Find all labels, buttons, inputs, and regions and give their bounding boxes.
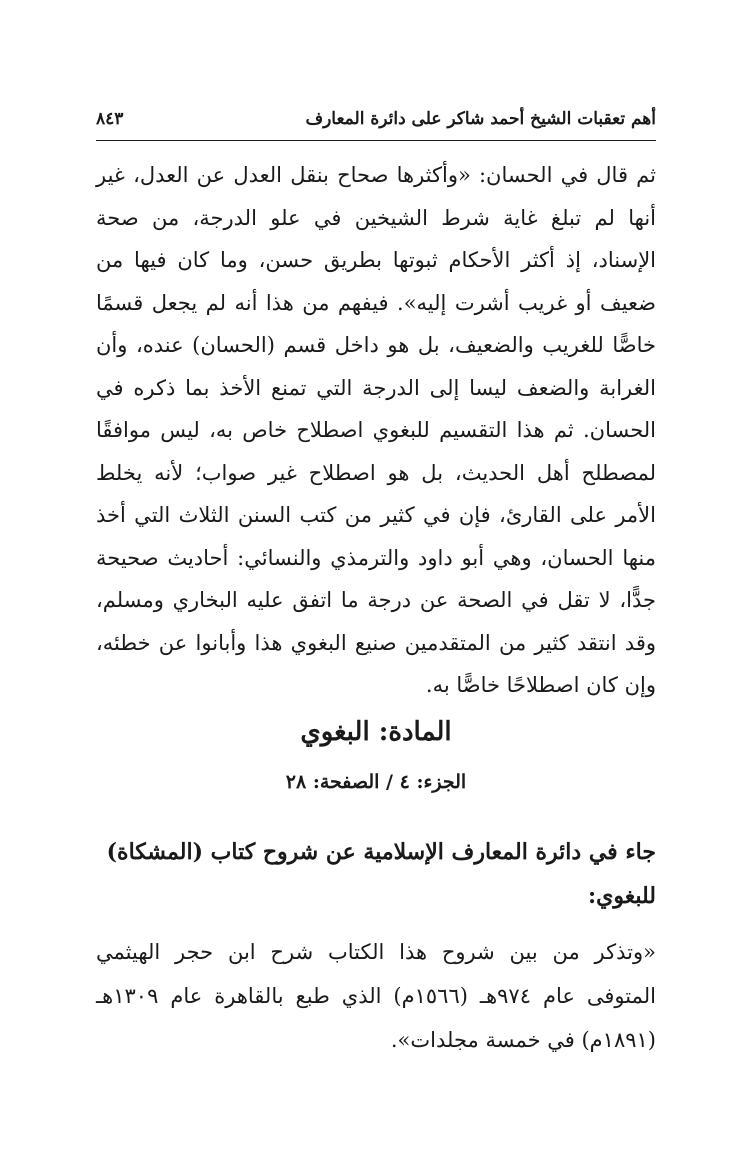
- running-title: أهم تعقبات الشيخ أحمد شاكر على دائرة المعارف: [305, 109, 656, 129]
- section-heading: جاء في دائرة المعارف الإسلامية عن شروح كتاب (المشكاة) للبغوي:: [106, 839, 656, 909]
- entry-reference: الجزء: ٤ / الصفحة: ٢٨: [285, 771, 467, 793]
- running-header: [96, 104, 656, 134]
- body-paragraph: ثم قال في الحسان: «وأكثرها صحاح بنقل العدل عن العدل، غير أنها لم تبلغ غاية شرط الشيخين في علو الدرجة، من صحة الإسناد، إذ أكثر الأحكام ثبوتها بطريق حسن، وما كان فيها من ضعيف أو غريب أشرت إليه». فيفهم من هذا أنه لم يجعل قسمًا خاصًّا للغريب والضعيف، بل هو داخل قسم (الحسان) عنده، وأن الغرابة والضعف ليسا إلى الدرجة التي تمنع الأخذ بما ذكره في الحسان. ثم هذا التقسيم للبغوي اصطلاح خاص به، ليس موافقًا لمصطلح أهل الحديث، بل هو اصطلاح غير صواب؛ لأنه يخلط الأمر على القارئ، فإن في كثير من كتب السنن الثلاث التي أخذ منها الحسان، وهي أبو داود والترمذي والنسائي: أحاديث صحيحة جدًّا، لا تقل في الصحة عن درجة ما اتفق عليه البخاري ومسلم، وقد انتقد كثير من المتقدمين صنيع البغوي هذا وأبانوا عن خطئه، وإن كان اصطلاحًا خاصًّا به.: [96, 163, 656, 697]
- entry-title: المادة: البغوي: [300, 717, 452, 747]
- page-number: ٨٤٣: [96, 109, 124, 129]
- header-divider: [96, 140, 656, 141]
- quoted-paragraph: «وتذكر من بين شروح هذا الكتاب شرح ابن حجر الهيثمي المتوفى عام ٩٧٤هـ (١٥٦٦م) الذي طبع بالقاهرة عام ١٣٠٩هـ (١٨٩١م) في خمسة مجلدات».: [96, 940, 656, 1052]
- document-page: [96, 0, 656, 1176]
